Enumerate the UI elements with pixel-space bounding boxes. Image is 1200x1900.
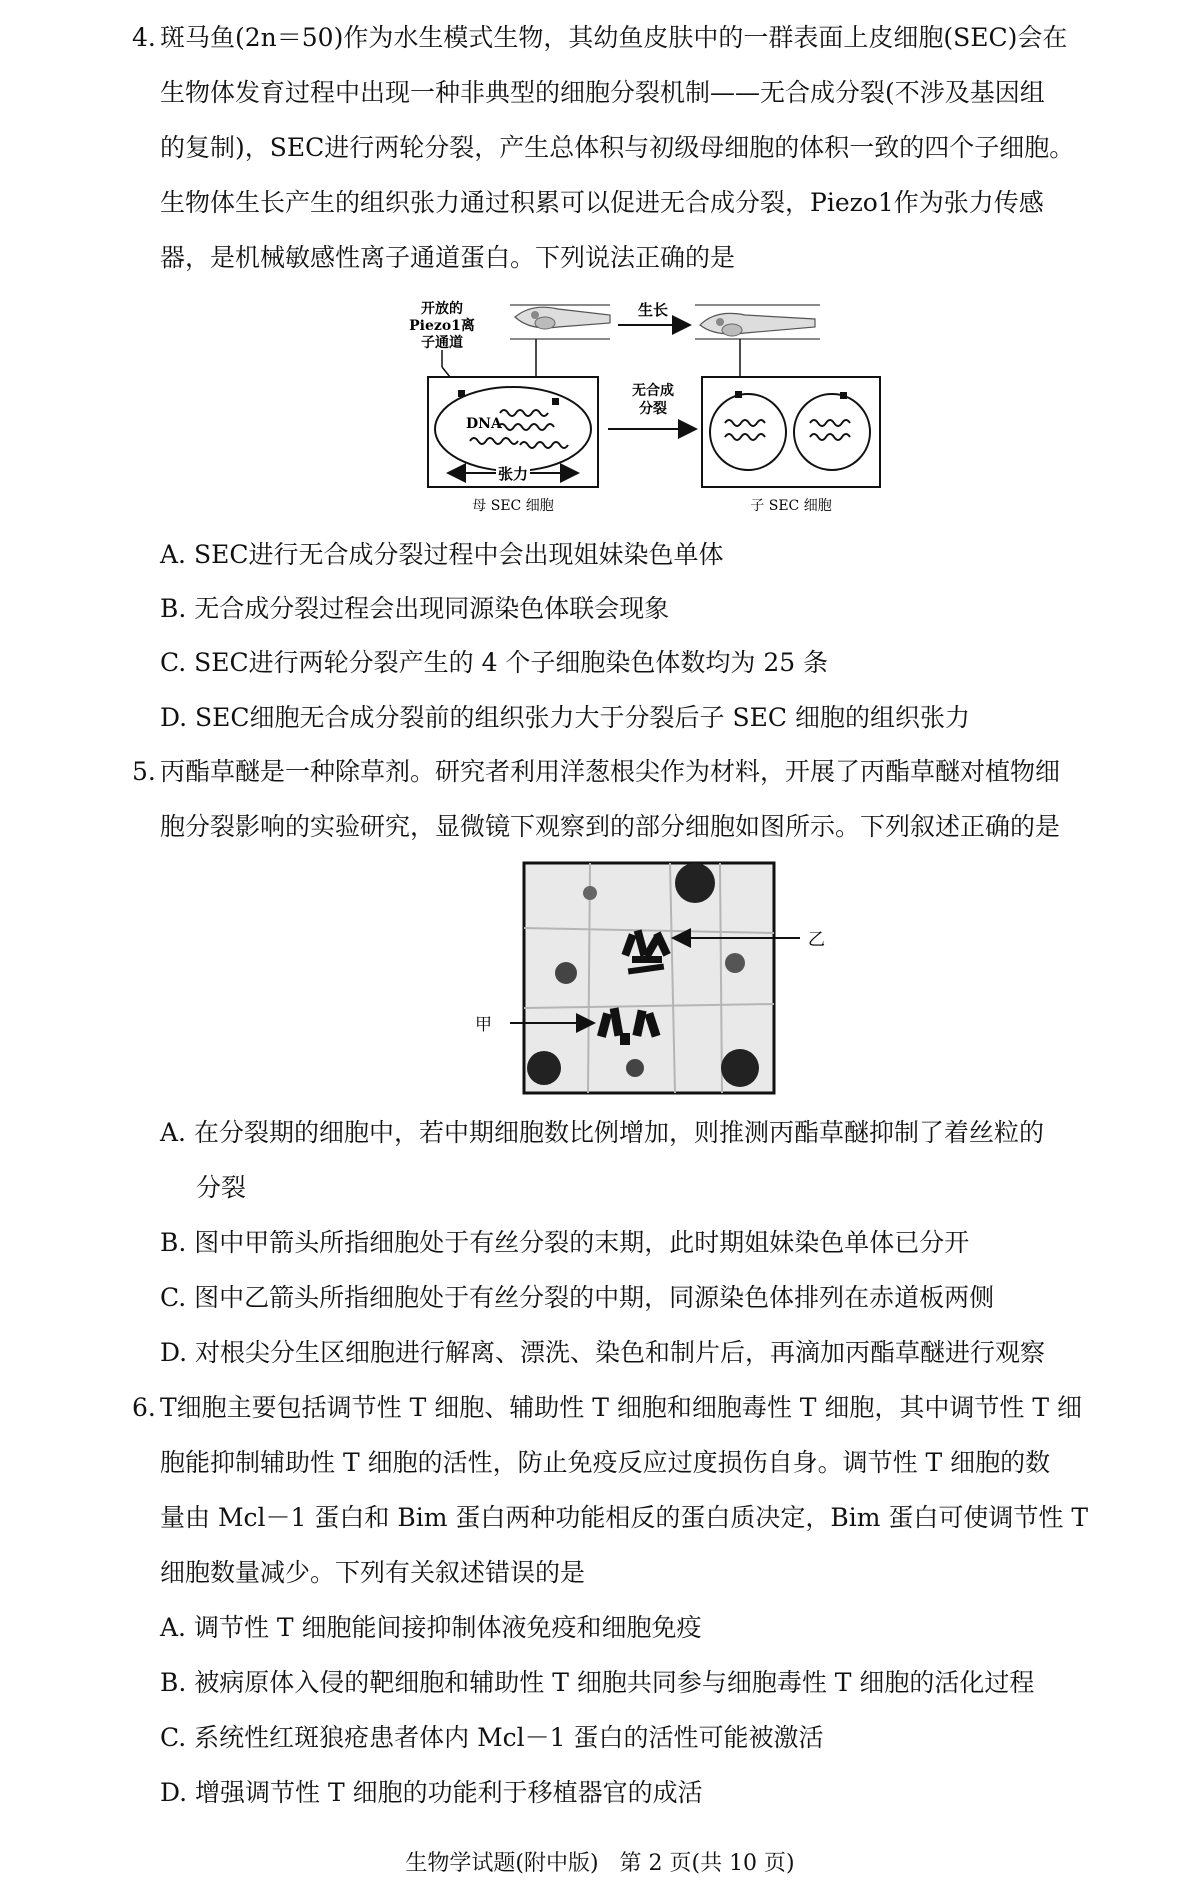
option-c: C. 图中乙箭头所指细胞处于有丝分裂的中期，同源染色体排列在赤道板两侧	[160, 1283, 995, 1312]
question-line: 的复制)，SEC进行两轮分裂，产生总体积与初级母细胞的体积一致的四个子细胞。	[160, 133, 1075, 162]
mother-cell-label: 母 SEC 细胞	[472, 498, 554, 514]
question-line: T细胞主要包括调节性 T 细胞、辅助性 T 细胞和细胞毒性 T 细胞，其中调节性 T 细	[160, 1393, 1082, 1422]
onion-root-micrograph	[470, 858, 850, 1098]
nucleus	[721, 1049, 759, 1087]
daughter-cell-label: 子 SEC 细胞	[750, 498, 832, 514]
daughter-cell	[710, 394, 786, 470]
option-d: D. SEC细胞无合成分裂前的组织张力大于分裂后子 SEC 细胞的组织张力	[160, 703, 970, 732]
question-number: 5.	[132, 757, 156, 786]
question-line: 丙酯草醚是一种除草剂。研究者利用洋葱根尖作为材料，开展了丙酯草醚对植物细	[160, 757, 1061, 786]
question-line: 量由 Mcl－1 蛋白和 Bim 蛋白两种功能相反的蛋白质决定，Bim 蛋白可使调节性 T	[160, 1503, 1089, 1532]
option-b: B. 无合成分裂过程会出现同源染色体联会现象	[160, 594, 670, 623]
question-6	[132, 1380, 1170, 1600]
daughter-cell	[794, 394, 870, 470]
question-4	[132, 10, 1170, 285]
piezo1-channel-icon	[735, 391, 742, 398]
nucleus	[583, 886, 597, 900]
nucleus	[675, 863, 715, 903]
option-a	[160, 1105, 1170, 1215]
nucleus	[527, 1051, 561, 1085]
tension-label: 张力	[497, 465, 529, 483]
question-number: 6.	[132, 1393, 156, 1422]
question-5	[132, 744, 1170, 854]
piezo1-channel-icon	[552, 398, 559, 405]
label-yi: 乙	[808, 930, 825, 950]
larval-fish-icon	[515, 307, 610, 329]
question-line: 胞分裂影响的实验研究，显微镜下观察到的部分细胞如图所示。下列叙述正确的是	[160, 812, 1061, 841]
option-a-line: 分裂	[196, 1173, 247, 1202]
option-d: D. 增强调节性 T 细胞的功能利于移植器官的成活	[160, 1778, 703, 1807]
sec-division-diagram	[409, 295, 910, 520]
question-line: 细胞数量减少。下列有关叙述错误的是	[160, 1558, 586, 1587]
open-channel-label: 开放的	[421, 301, 463, 317]
label-jia: 甲	[475, 1015, 492, 1035]
option-a-line: A. 在分裂期的细胞中，若中期细胞数比例增加，则推测丙酯草醚抑制了着丝粒的	[160, 1118, 1044, 1147]
grown-fish-icon	[700, 313, 815, 336]
open-channel-label: 子通道	[421, 335, 463, 351]
piezo1-channel-icon	[458, 390, 465, 397]
option-c: C. SEC进行两轮分裂产生的 4 个子细胞染色体数均为 25 条	[160, 648, 829, 677]
question-line: 生物体发育过程中出现一种非典型的细胞分裂机制——无合成分裂(不涉及基因组	[160, 78, 1045, 107]
piezo1-channel-icon	[840, 392, 847, 399]
option-a: A. SEC进行无合成分裂过程中会出现姐妹染色单体	[160, 540, 724, 569]
question-line: 胞能抑制辅助性 T 细胞的活性，防止免疫反应过度损伤自身。调节性 T 细胞的数	[160, 1448, 1051, 1477]
question-line: 生物体生长产生的组织张力通过积累可以促进无合成分裂，Piezo1作为张力传感	[160, 188, 1044, 217]
page-footer: 生物学试题(附中版) 第 2 页(共 10 页)	[405, 1851, 795, 1876]
division-label: 分裂	[639, 401, 667, 417]
question-line: 器，是机械敏感性离子通道蛋白。下列说法正确的是	[160, 243, 736, 272]
nucleus	[555, 962, 577, 984]
question-number: 4.	[132, 23, 156, 52]
option-c: C. 系统性红斑狼疮患者体内 Mcl－1 蛋白的活性可能被激活	[160, 1723, 824, 1752]
option-b: B. 被病原体入侵的靶细胞和辅助性 T 细胞共同参与细胞毒性 T 细胞的活化过程	[160, 1668, 1035, 1697]
option-d: D. 对根尖分生区细胞进行解离、漂洗、染色和制片后，再滴加丙酯草醚进行观察	[160, 1338, 1046, 1367]
option-a: A. 调节性 T 细胞能间接抑制体液免疫和细胞免疫	[160, 1613, 702, 1642]
nucleus	[725, 953, 745, 973]
dna-label: DNA	[466, 416, 502, 432]
nucleus	[626, 1059, 644, 1077]
division-label: 无合成	[632, 383, 674, 399]
option-b: B. 图中甲箭头所指细胞处于有丝分裂的末期，此时期姐妹染色单体已分开	[160, 1228, 970, 1257]
growth-label: 生长	[637, 301, 669, 319]
question-line: 斑马鱼(2n＝50)作为水生模式生物，其幼鱼皮肤中的一群表面上皮细胞(SEC)会在	[160, 23, 1068, 52]
open-channel-label: Piezo1离	[409, 318, 475, 334]
